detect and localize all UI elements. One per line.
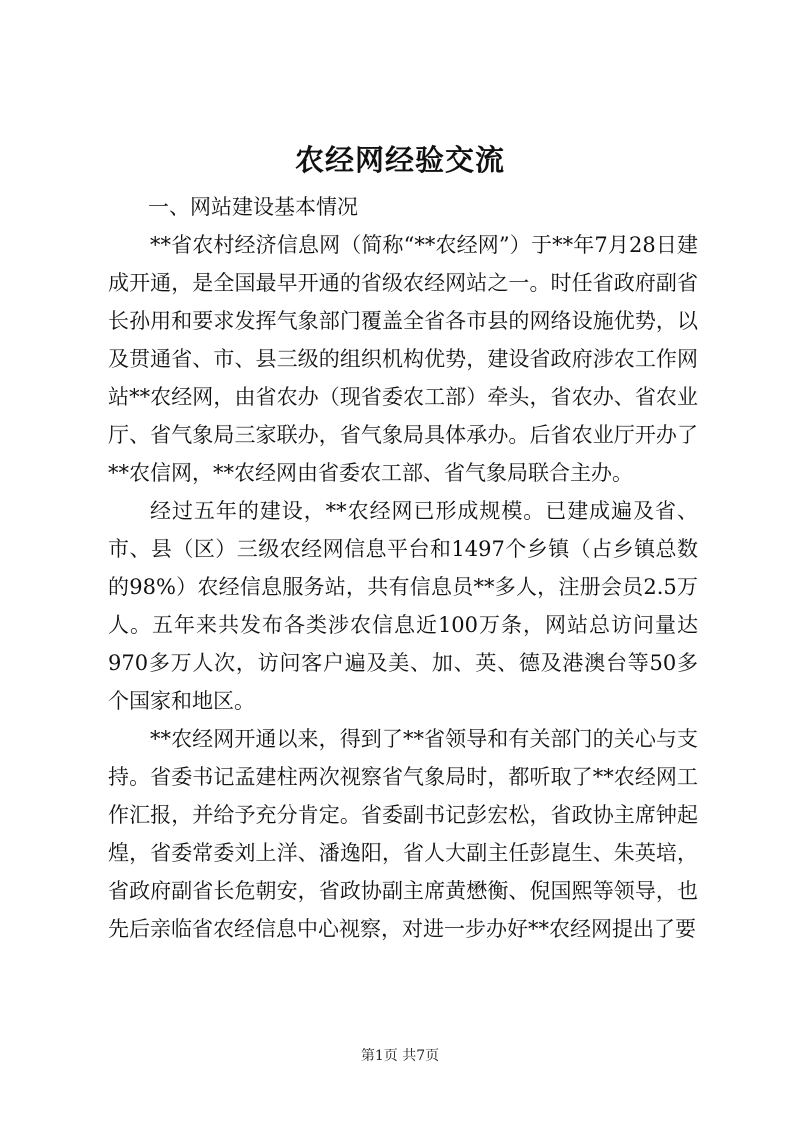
page-footer: 第1页 共7页 [360, 1048, 440, 1064]
section-heading: 一、网站建设基本情况 [148, 195, 358, 219]
paragraph-3: **农经网开通以来，得到了**省领导和有关部门的关心与支持。省委书记孟建柱两次视察省气象局时，都听取了**农经网工作汇报，并给予充分肯定。省委副书记彭宏松，省政协主席钟起煌，省委常委刘上洋、潘逸阳，省人大副主任彭崑生、朱英培，省政府副省长危朝安，省政协副主席黄懋衡、倪国熙等领导，也先后亲临省农经信息中心视察，对进一步办好**农经网提出了要 [108, 727, 698, 941]
paragraph-2: 经过五年的建设，**农经网已形成规模。已建成遍及省、市、县（区）三级农经网信息平台和1497个乡镇（占乡镇总数的98%）农经信息服务站，共有信息员**多人，注册会员2.5万人。五年来共发布各类涉农信息近100万条，网站总访问量达970多万人次，访问客户遍及美、加、英、德及港澳台等50多个国家和地区。 [108, 499, 698, 713]
paragraph-1: **省农村经济信息网（简称“**农经网”）于**年7月28日建成开通，是全国最早开通的省级农经网站之一。时任省政府副省长孙用和要求发挥气象部门覆盖全省各市县的网络设施优势，以及贯通省、市、县三级的组织机构优势，建设省政府涉农工作网站**农经网，由省农办（现省委农工部）牵头，省农办、省农业厅、省气象局三家联办，省气象局具体承办。后省农业厅开办了**农信网，**农经网由省委农工部、省气象局联合主办。 [108, 233, 698, 485]
document-body [108, 188, 698, 948]
document-title: 农经网经验交流 [294, 143, 505, 177]
